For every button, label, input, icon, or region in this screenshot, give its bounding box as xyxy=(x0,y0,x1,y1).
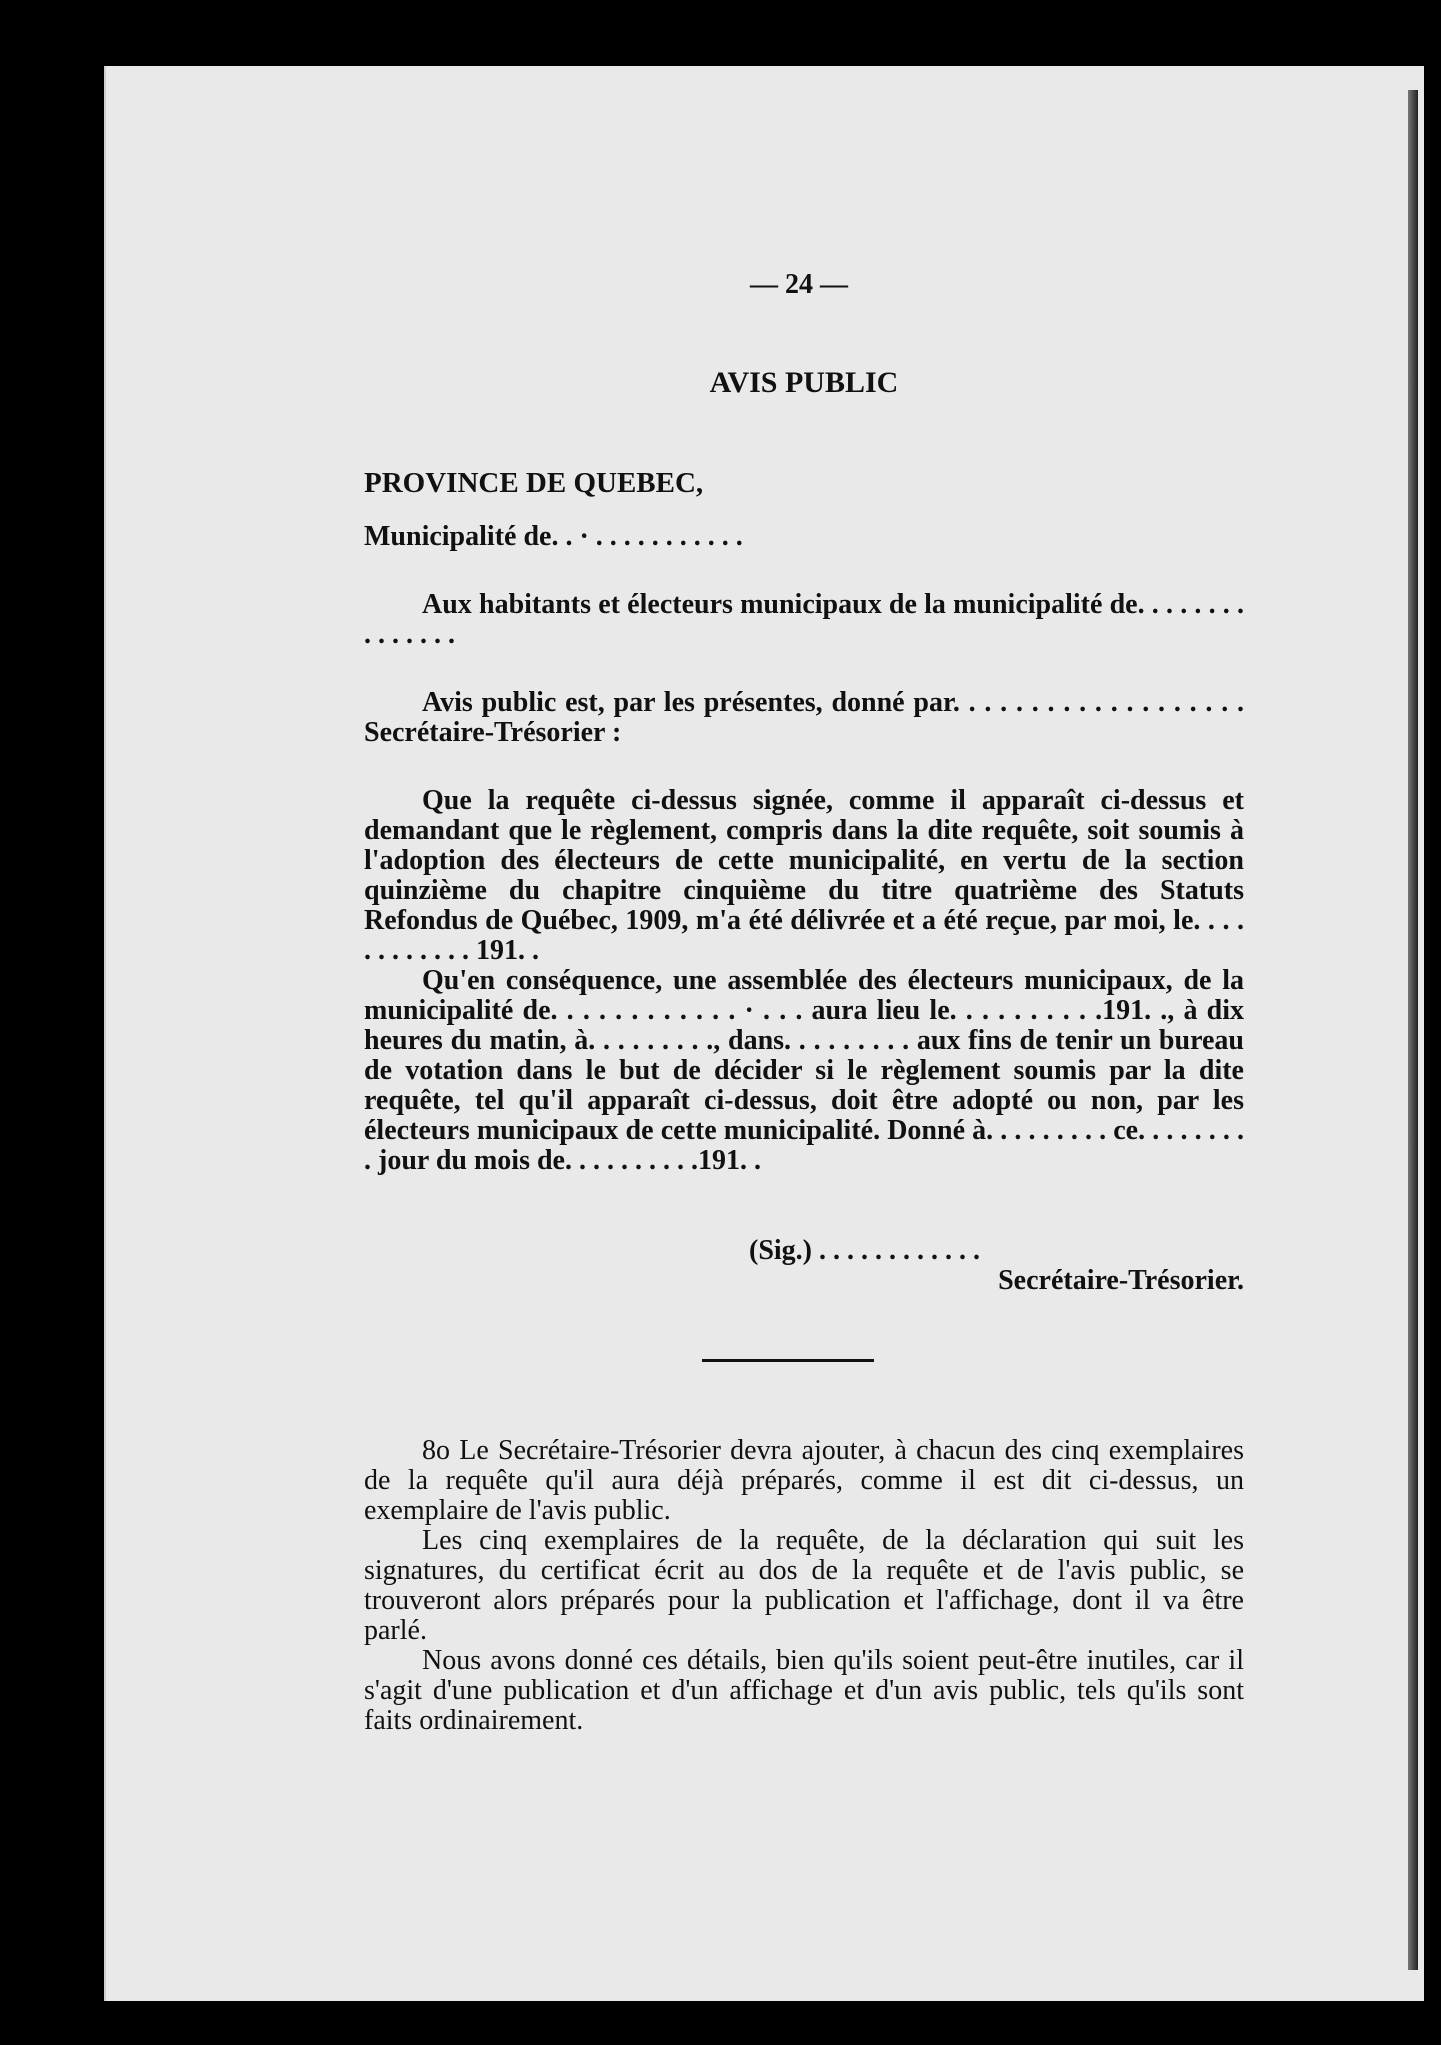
signature-title: Secrétaire-Trésorier. xyxy=(998,1265,1244,1296)
note-paragraph: Les cinq exemplaires de la requête, de la déclaration qui suit les signatures, du certificat écrit au dos de la requête et de l'avis public, se trouveront alors préparés pour la publication et l'affichage, dont il va être parlé. xyxy=(364,1525,1244,1646)
notes-section xyxy=(364,1436,1244,1736)
province-heading: PROVINCE DE QUEBEC, xyxy=(364,467,704,499)
form-paragraph: Aux habitants et électeurs municipaux de la municipalité de. . . . . . . . . . . . . . . xyxy=(364,589,1244,650)
note-paragraph: 8o Le Secrétaire-Trésorier devra ajouter, à chacun des cinq exemplaires de la requête qu'il aura déjà préparés, comme il est dit ci-dessus, un exemplaire de l'avis public. xyxy=(364,1435,1244,1526)
page-edge-shadow xyxy=(1408,90,1418,1970)
form-paragraph: Que la requête ci-dessus signée, comme il apparaît ci-dessus et demandant que le règlement, compris dans la dite requête, soit soumis à l'adoption des électeurs de cette municipalité, en vertu de la section quinzième du chapitre cinquième du titre quatrième des Statuts Refondus de Québec, 1909, m'a été délivrée et a été reçue, par moi, le. . . . . . . . . . . . 191. . xyxy=(364,785,1244,966)
notice-title: AVIS PUBLIC xyxy=(709,366,899,399)
signature-block xyxy=(364,1236,1244,1296)
page-number: — 24 — xyxy=(750,269,848,300)
municipality-line: Municipalité de. . · . . . . . . . . . . . xyxy=(364,521,743,552)
page-text xyxy=(364,270,1244,1736)
form-paragraph: Qu'en conséquence, une assemblée des électeurs municipaux, de la municipalité de. . . . . . . . . . . . · . . . aura lieu le. . . . . . . . . .191. ., à dix heures du matin, à. . . . . . . . ., dans. . . . . . . . . aux fins de tenir un bureau de votation dans le but de décider si le règlement soumis par la dite requête, tel qu'il apparaît ci-dessus, doit être adopté ou non, par les électeurs municipaux de cette municipalité. Donné à. . . . . . . . . ce. . . . . . . . . jour du mois de. . . . . . . . . .191. . xyxy=(364,965,1244,1176)
section-divider xyxy=(702,1359,874,1362)
signature-line: (Sig.) . . . . . . . . . . . . xyxy=(749,1235,980,1266)
note-paragraph: Nous avons donné ces détails, bien qu'ils soient peut-être inutiles, car il s'agit d'une publication et d'un affichage et d'un avis public, tels qu'ils sont faits ordinairement. xyxy=(364,1645,1244,1736)
form-paragraph: Avis public est, par les présentes, donné par. . . . . . . . . . . . . . . . . . . Secrétaire-Trésorier : xyxy=(364,687,1244,748)
